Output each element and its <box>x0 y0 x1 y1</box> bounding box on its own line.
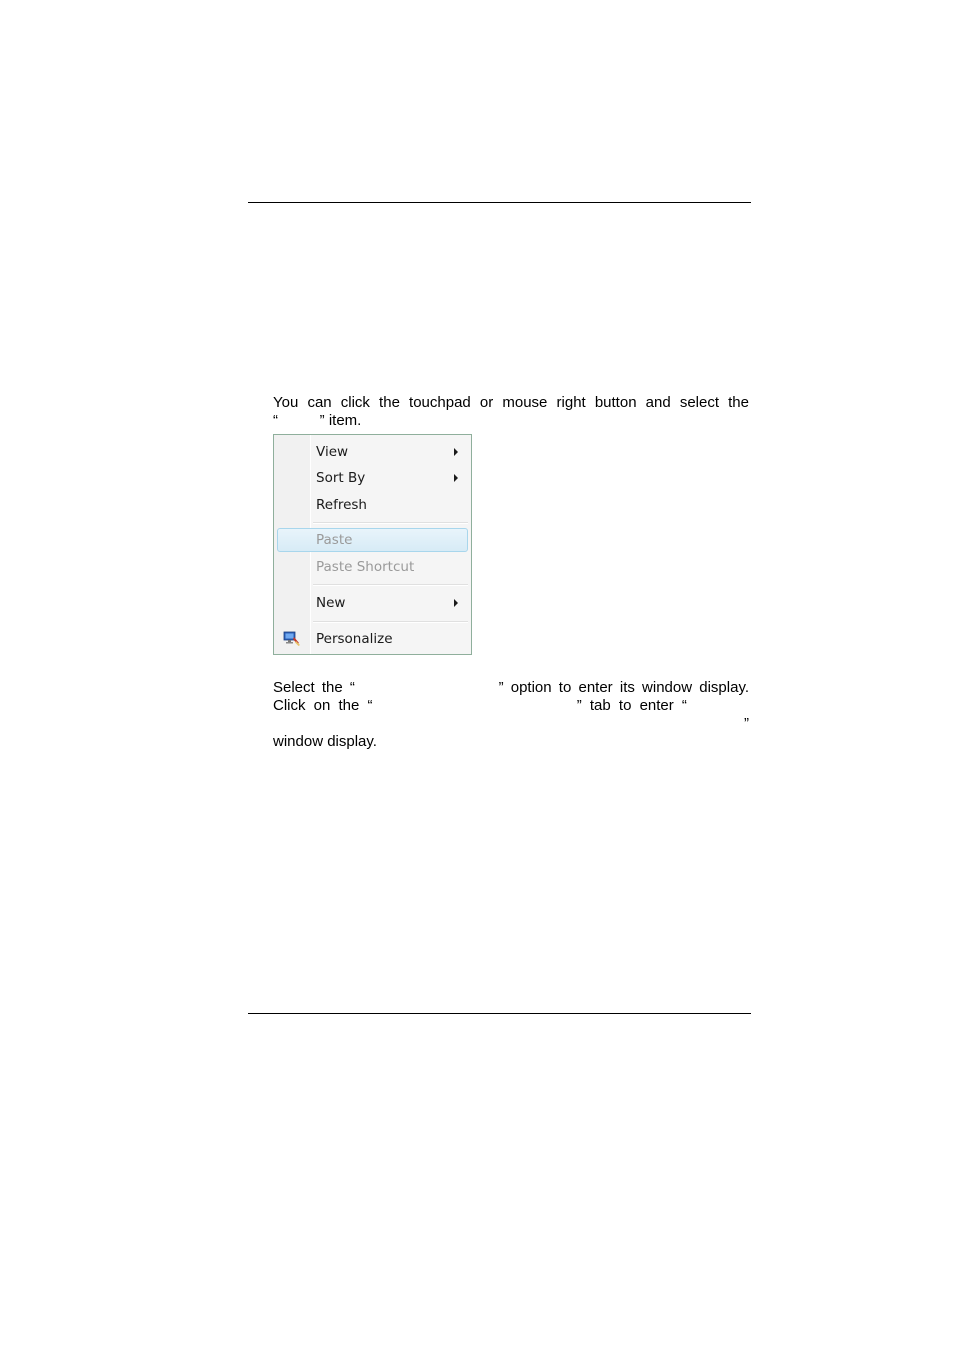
menu-item-label: Paste <box>316 532 353 548</box>
menu-separator <box>313 621 468 623</box>
desktop-context-menu <box>273 434 472 655</box>
menu-item-label: Paste Shortcut <box>316 559 415 575</box>
menu-item-label: Personalize <box>316 631 393 647</box>
menu-separator <box>313 584 468 586</box>
menu-separator <box>313 522 468 524</box>
menu-item-label: Sort By <box>316 470 366 486</box>
intro-paragraph <box>273 394 749 430</box>
menu-item-new[interactable] <box>277 591 468 615</box>
menu-item-label: View <box>316 444 349 460</box>
menu-item-view[interactable] <box>277 440 468 464</box>
intro-line-1: You can click the touchpad or mouse right button and select the <box>273 394 749 411</box>
menu-item-refresh[interactable] <box>277 493 468 517</box>
instructions-line-1: Select the “ ” option to enter its window display. <box>273 679 749 696</box>
menu-item-personalize[interactable] <box>277 627 468 651</box>
menu-item-label: Refresh <box>316 497 367 513</box>
header-rule <box>248 202 751 203</box>
menu-item-label: New <box>316 595 346 611</box>
instructions-line-2: Click on the “ ” tab to enter “ <box>273 697 687 714</box>
submenu-arrow-icon <box>454 474 458 482</box>
instructions-line-4: window display. <box>273 733 377 750</box>
menu-item-paste-shortcut[interactable] <box>277 555 468 579</box>
menu-item-paste[interactable] <box>277 528 468 552</box>
menu-item-sort-by[interactable] <box>277 466 468 490</box>
footer-rule <box>248 1013 751 1014</box>
submenu-arrow-icon <box>454 599 458 607</box>
instructions-line-3: ” <box>744 715 749 732</box>
intro-line-2: “ ” item. <box>273 412 362 429</box>
personalize-icon <box>283 631 301 647</box>
instructions-paragraph <box>273 679 749 751</box>
submenu-arrow-icon <box>454 448 458 456</box>
